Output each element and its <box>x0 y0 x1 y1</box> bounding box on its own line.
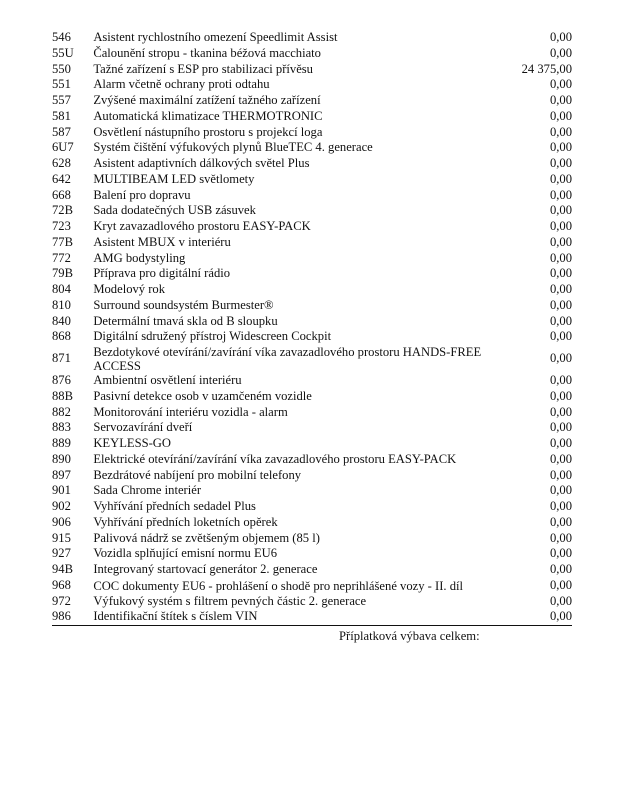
equipment-row <box>52 373 572 389</box>
option-code: 551 <box>52 77 71 92</box>
total-label: Příplatková výbava celkem: <box>339 629 480 643</box>
equipment-row <box>52 436 572 452</box>
equipment-row <box>52 77 572 93</box>
option-price: 0,00 <box>549 483 572 498</box>
option-code: 902 <box>52 499 71 513</box>
option-price: 0,00 <box>549 404 572 419</box>
option-price: 0,00 <box>549 467 572 482</box>
option-code: 915 <box>52 530 71 545</box>
option-description: Digitální sdružený přístroj Widescreen Cockpit <box>93 329 332 344</box>
equipment-row <box>52 515 572 531</box>
option-description: Balení pro dopravu <box>93 187 191 202</box>
option-code: 72B <box>52 203 73 218</box>
option-code: 986 <box>52 609 93 625</box>
option-description: Bezdrátové nabíjení pro mobilní telefony <box>93 467 302 482</box>
option-price: 0,00 <box>549 108 572 123</box>
option-price: 0,00 <box>549 219 572 233</box>
equipment-row <box>52 266 572 282</box>
option-code: 581 <box>52 108 71 123</box>
option-price: 0,00 <box>549 420 572 435</box>
option-description: Asistent rychlostního omezení Speedlimit Assist <box>93 30 338 44</box>
option-price: 0,00 <box>549 234 572 249</box>
option-description: Elektrické otevírání/zavírání víka zavazadlového prostoru EASY-PACK <box>93 451 457 466</box>
option-code: 546 <box>52 30 71 44</box>
option-code: 723 <box>52 219 71 233</box>
option-price: 0,00 <box>491 609 572 625</box>
option-code: 889 <box>52 436 71 450</box>
option-code: 882 <box>52 404 71 419</box>
equipment-table <box>52 30 572 626</box>
option-code: 897 <box>52 467 71 482</box>
option-price: 0,00 <box>549 329 572 344</box>
equipment-row <box>52 30 572 46</box>
option-price: 0,00 <box>549 388 572 403</box>
equipment-row <box>52 594 572 610</box>
option-price: 0,00 <box>549 30 572 44</box>
option-price: 0,00 <box>549 562 572 576</box>
option-price: 0,00 <box>549 313 572 328</box>
equipment-row <box>52 298 572 314</box>
option-code: 668 <box>52 187 71 202</box>
equipment-row <box>52 389 572 405</box>
option-price: 0,00 <box>549 77 572 92</box>
option-price: 24 375,00 <box>521 61 572 76</box>
option-description: Identifikační štítek s číslem VIN <box>93 609 491 625</box>
option-description: Zvýšené maximální zatížení tažného zařízení <box>93 93 321 107</box>
option-code: 88B <box>52 388 73 403</box>
option-code: 890 <box>52 451 71 466</box>
option-description: COC dokumenty EU6 - prohlášení o shodě pro neprihlášené vozy - II. díl <box>93 578 464 593</box>
option-description: Vozidla splňující emisní normu EU6 <box>93 546 278 561</box>
option-description: Surround soundsystém Burmester® <box>93 297 274 312</box>
option-description: Sada Chrome interiér <box>93 483 202 498</box>
option-price: 0,00 <box>549 351 572 366</box>
option-price: 0,00 <box>549 514 572 529</box>
equipment-row <box>52 219 572 235</box>
option-code: 628 <box>52 156 71 170</box>
option-code: 804 <box>52 282 71 296</box>
option-code: 550 <box>52 61 71 76</box>
option-description: Vyhřívání předních sedadel Plus <box>93 499 256 513</box>
option-description: Příprava pro digitální rádio <box>93 266 231 281</box>
option-code: 810 <box>52 297 71 312</box>
equipment-row <box>52 203 572 219</box>
equipment-row <box>52 125 572 141</box>
option-price: 0,00 <box>549 546 572 561</box>
option-code: 876 <box>52 373 71 387</box>
equipment-row <box>52 531 572 547</box>
option-price: 0,00 <box>549 156 572 170</box>
equipment-row <box>52 405 572 421</box>
equipment-row <box>52 578 572 594</box>
option-code: 901 <box>52 483 71 498</box>
option-description: Systém čištění výfukových plynů BlueTEC 4. generace <box>93 140 373 155</box>
option-price: 0,00 <box>549 297 572 312</box>
option-description: Pasivní detekce osob v uzamčeném vozidle <box>93 388 312 403</box>
option-code: 642 <box>52 171 71 186</box>
option-price: 0,00 <box>549 171 572 186</box>
option-description: Determální tmavá skla od B sloupku <box>93 313 278 328</box>
option-code: 55U <box>52 45 74 60</box>
option-code: 968 <box>52 577 71 592</box>
option-description: Alarm včetně ochrany proti odtahu <box>93 77 270 92</box>
option-description: Sada dodatečných USB zásuvek <box>93 203 256 218</box>
option-code: 972 <box>52 593 71 608</box>
equipment-row <box>52 46 572 62</box>
equipment-row <box>52 562 572 578</box>
total-row <box>52 629 572 647</box>
option-description: Osvětlení nástupního prostoru s projekcí loga <box>93 124 323 139</box>
equipment-row <box>52 109 572 125</box>
option-description: Čalounění stropu - tkanina béžová macchiato <box>93 45 321 60</box>
equipment-row <box>52 329 572 345</box>
option-price: 0,00 <box>549 45 572 60</box>
equipment-row <box>52 251 572 267</box>
option-price: 0,00 <box>549 203 572 218</box>
equipment-row <box>52 468 572 484</box>
option-description: Integrovaný startovací generátor 2. generace <box>93 562 318 576</box>
option-code: 871 <box>52 351 71 366</box>
option-code: 557 <box>52 93 71 107</box>
option-price: 0,00 <box>549 250 572 265</box>
option-price: 0,00 <box>549 124 572 139</box>
option-description: Asistent adaptivních dálkových světel Plus <box>93 156 310 170</box>
equipment-list <box>52 30 572 647</box>
option-description: Automatická klimatizace THERMOTRONIC <box>93 108 323 123</box>
equipment-row <box>52 62 572 78</box>
option-description: Palivová nádrž se zvětšeným objemem (85 l) <box>93 530 320 545</box>
equipment-rows <box>52 30 572 626</box>
option-price: 0,00 <box>549 577 572 592</box>
option-code: 927 <box>52 546 71 561</box>
option-description: Bezdotykové otevírání/zavírání víka zavazadlového prostoru HANDS-FREE ACCESS <box>93 345 482 373</box>
option-price: 0,00 <box>549 282 572 296</box>
equipment-row <box>52 483 572 499</box>
option-price: 0,00 <box>549 373 572 387</box>
option-code: 883 <box>52 420 71 435</box>
equipment-row <box>52 172 572 188</box>
equipment-row <box>52 282 572 298</box>
option-code: 587 <box>52 124 71 139</box>
option-description: Asistent MBUX v interiéru <box>93 234 231 249</box>
option-code: 79B <box>52 266 73 281</box>
option-price: 0,00 <box>549 187 572 202</box>
option-price: 0,00 <box>549 499 572 513</box>
equipment-row <box>52 420 572 436</box>
equipment-row <box>52 499 572 515</box>
option-description: Modelový rok <box>93 282 166 296</box>
option-description: Monitorování interiéru vozidla - alarm <box>93 404 288 419</box>
equipment-row <box>52 235 572 251</box>
option-price: 0,00 <box>549 93 572 107</box>
option-price: 0,00 <box>549 530 572 545</box>
equipment-row <box>52 140 572 156</box>
option-description: Tažné zařízení s ESP pro stabilizaci přívěsu <box>93 61 313 76</box>
option-code: 77B <box>52 234 73 249</box>
equipment-row <box>52 546 572 562</box>
equipment-row <box>52 156 572 172</box>
option-code: 906 <box>52 514 71 529</box>
option-code: 772 <box>52 250 71 265</box>
option-price: 0,00 <box>549 140 572 155</box>
option-price: 0,00 <box>549 436 572 450</box>
option-price: 0,00 <box>549 266 572 281</box>
option-code: 6U7 <box>52 140 74 155</box>
option-code: 868 <box>52 329 71 344</box>
option-price: 0,00 <box>549 451 572 466</box>
option-description: Ambientní osvětlení interiéru <box>93 373 242 387</box>
option-description: AMG bodystyling <box>93 250 186 265</box>
option-description: KEYLESS-GO <box>93 436 171 450</box>
option-description: Servozavírání dveří <box>93 420 193 435</box>
equipment-row <box>52 93 572 109</box>
option-code: 840 <box>52 313 71 328</box>
equipment-row <box>52 345 572 373</box>
equipment-row <box>52 452 572 468</box>
option-description: Výfukový systém s filtrem pevných částic 2. generace <box>93 593 367 608</box>
equipment-row <box>52 188 572 204</box>
option-description: MULTIBEAM LED světlomety <box>93 171 255 186</box>
equipment-row <box>52 609 572 625</box>
option-price: 0,00 <box>549 593 572 608</box>
option-description: Vyhřívání předních loketních opěrek <box>93 514 278 529</box>
option-description: Kryt zavazadlového prostoru EASY-PACK <box>93 219 311 233</box>
equipment-row <box>52 314 572 330</box>
option-code: 94B <box>52 562 73 576</box>
